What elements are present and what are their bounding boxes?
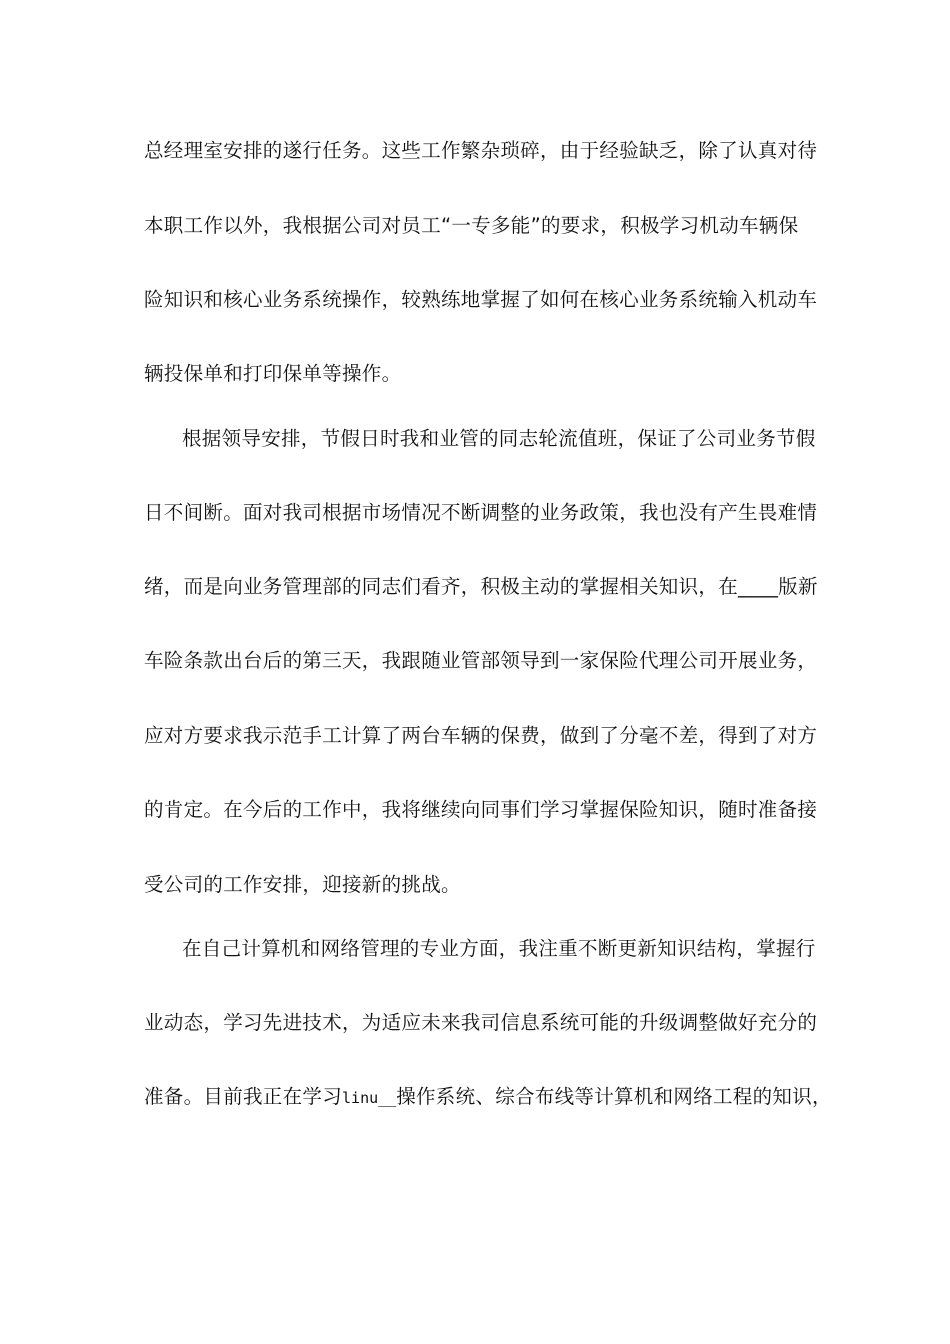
paragraph-line: 根据领导安排，节假日时我和业管的同志轮流值班，保证了公司业务节假 — [182, 427, 816, 450]
paragraph-line: 辆投保单和打印保单等操作。 — [144, 362, 402, 385]
paragraph-line: 总经理室安排的遂行任务。这些工作繁杂琐碎，由于经验缺乏，除了认真对待 — [144, 139, 818, 162]
paragraph-line: 日不间断。面对我司根据市场情况不断调整的业务政策，我也没有产生畏难情 — [144, 501, 818, 524]
paragraph-line: 业动态，学习先进技术，为适应未来我司信息系统可能的升级调整做好充分的 — [144, 1011, 818, 1034]
paragraph-line: 在自己计算机和网络管理的专业方面，我注重不断更新知识结构，掌握行 — [182, 937, 816, 960]
paragraph-line: 车险条款出台后的第三天，我跟随业管部领导到一家保险代理公司开展业务， — [144, 649, 818, 672]
paragraph-line: 应对方要求我示范手工计算了两台车辆的保费，做到了分毫不差，得到了对方 — [144, 724, 818, 747]
paragraph-line: 的肯定。在今后的工作中，我将继续向同事们学习掌握保险知识，随时准备接 — [144, 798, 818, 821]
code-segment: linu__ — [342, 1089, 397, 1107]
paragraph-line: 险知识和核心业务系统操作，较熟练地掌握了如何在核心业务系统输入机动车 — [144, 288, 818, 311]
paragraph-line: 受公司的工作安排，迎接新的挑战。 — [144, 873, 461, 896]
paragraph-line: 本职工作以外，我根据公司对员工“一专多能”的要求，积极学习机动车辆保 — [144, 214, 799, 237]
paragraph-line — [144, 1083, 832, 1112]
text-segment: 操作系统、综合布线等计算机和网络工程的知识， — [396, 1085, 832, 1108]
paragraph-line: 绪，而是向业务管理部的同志们看齐，积极主动的掌握相关知识，在____版新 — [144, 575, 818, 598]
text-segment: 准备。目前我正在学习 — [144, 1085, 343, 1108]
